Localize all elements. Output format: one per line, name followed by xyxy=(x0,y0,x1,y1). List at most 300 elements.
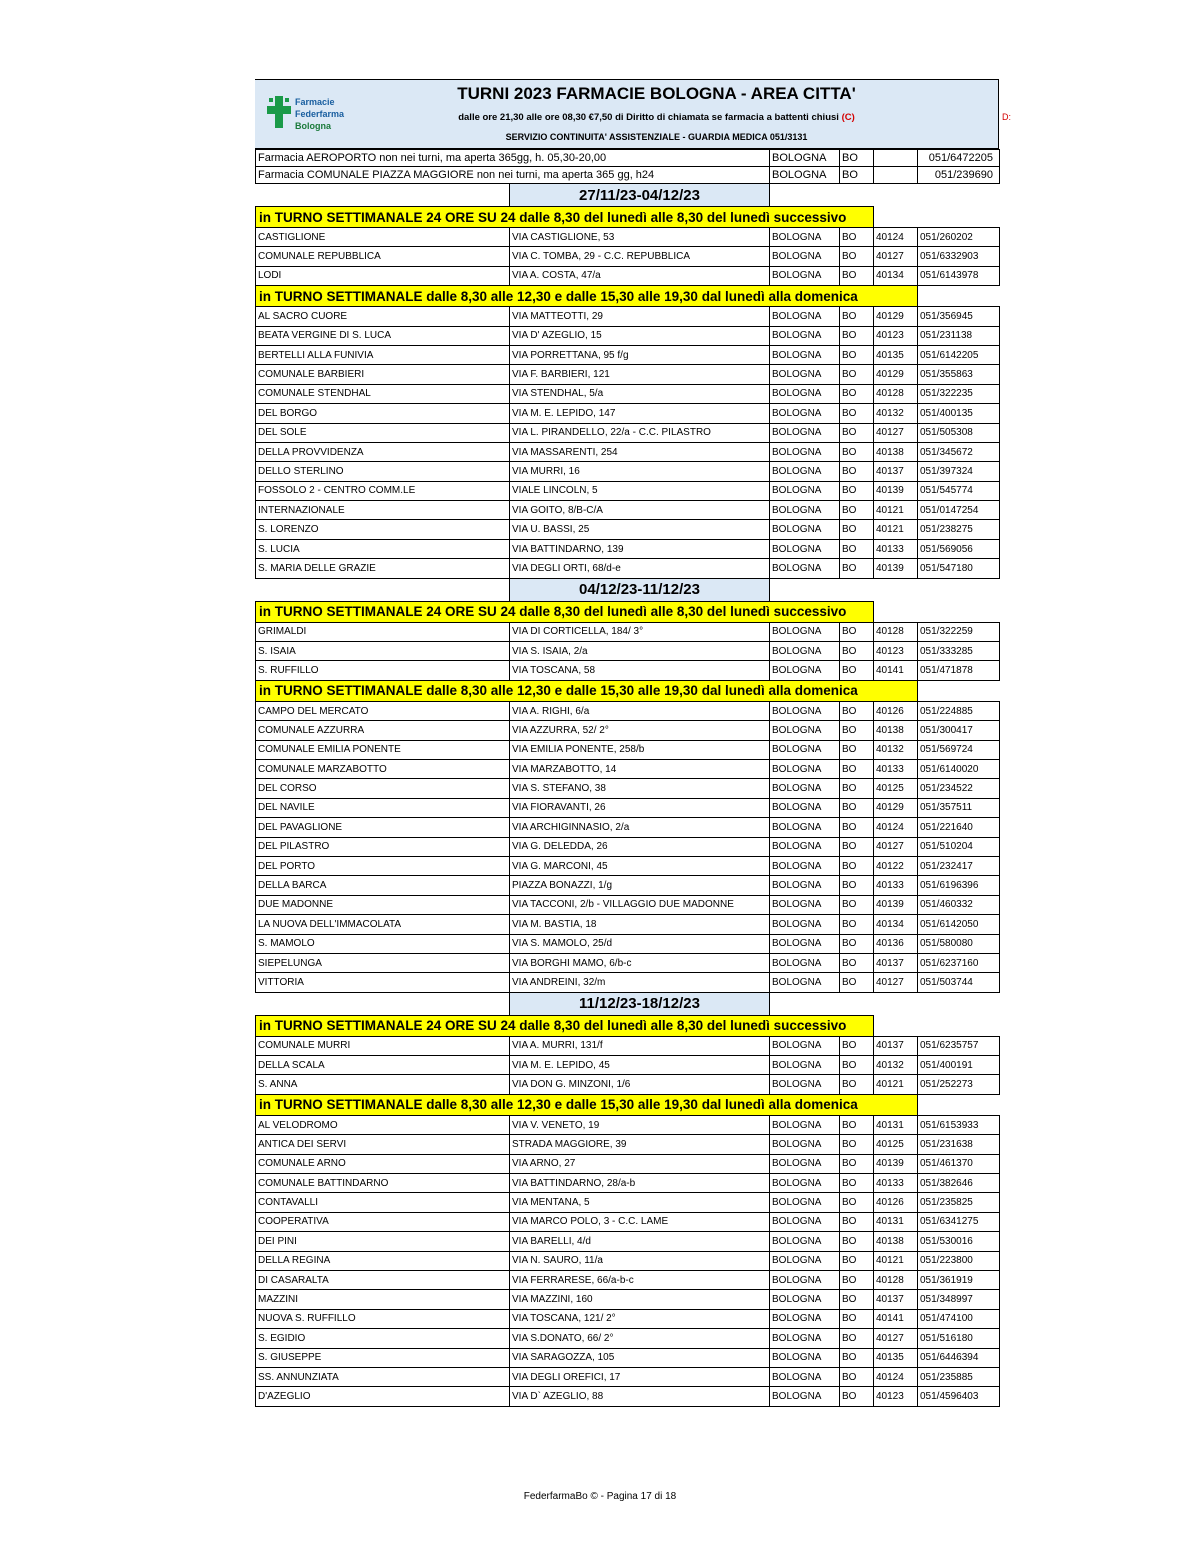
city: BOLOGNA xyxy=(770,1135,840,1154)
phone: 051/510204 xyxy=(918,837,1000,856)
pharmacy-name: LODI xyxy=(256,266,510,285)
address: VIA TACCONI, 2/b - VILLAGGIO DUE MADONNE xyxy=(510,895,770,914)
address: VIA V. VENETO, 19 xyxy=(510,1115,770,1134)
address: VIA M. E. LEPIDO, 45 xyxy=(510,1056,770,1075)
info-row xyxy=(256,150,1000,167)
city: BOLOGNA xyxy=(770,1174,840,1193)
postal-code: 40135 xyxy=(874,345,918,364)
phone: 051/232417 xyxy=(918,856,1000,875)
pharmacy-name: SIEPELUNGA xyxy=(256,953,510,972)
phone: 051/224885 xyxy=(918,701,1000,720)
city: BOLOGNA xyxy=(770,721,840,740)
address: VIA BARELLI, 4/d xyxy=(510,1232,770,1251)
pharmacy-name: COOPERATIVA xyxy=(256,1212,510,1231)
phone: 051/471878 xyxy=(918,661,1000,680)
postal-code: 40129 xyxy=(874,307,918,326)
postal-code xyxy=(874,167,918,184)
pharmacy-name: DELLO STERLINO xyxy=(256,462,510,481)
postal-code: 40141 xyxy=(874,1309,918,1328)
postal-code: 40139 xyxy=(874,895,918,914)
phone: 051/6142205 xyxy=(918,345,1000,364)
city: BOLOGNA xyxy=(770,1251,840,1270)
table-row xyxy=(256,740,1000,759)
section-day-label: in TURNO SETTIMANALE dalle 8,30 alle 12,30 e dalle 15,30 alle 19,30 dal lunedì alla domenica xyxy=(256,1094,918,1115)
province: BO xyxy=(840,520,874,539)
section-day xyxy=(256,1094,1000,1115)
table-row xyxy=(256,759,1000,778)
postal-code: 40134 xyxy=(874,915,918,934)
table-row xyxy=(256,701,1000,720)
pharmacy-name: ANTICA DEI SERVI xyxy=(256,1135,510,1154)
province: BO xyxy=(840,365,874,384)
period-label: 11/12/23-18/12/23 xyxy=(510,992,770,1015)
city: BOLOGNA xyxy=(770,326,840,345)
info-name: Farmacia COMUNALE PIAZZA MAGGIORE non nei turni, ma aperta 365 gg, h24 xyxy=(256,167,770,184)
province: BO xyxy=(840,1348,874,1367)
subtitle xyxy=(255,112,998,123)
pharmacy-name: MAZZINI xyxy=(256,1290,510,1309)
phone: 051/356945 xyxy=(918,307,1000,326)
pharmacy-name: FOSSOLO 2 - CENTRO COMM.LE xyxy=(256,481,510,500)
postal-code: 40127 xyxy=(874,973,918,992)
phone: 051/345672 xyxy=(918,442,1000,461)
city: BOLOGNA xyxy=(770,1387,840,1406)
table-row xyxy=(256,326,1000,345)
province: BO xyxy=(840,1329,874,1348)
province: BO xyxy=(840,1174,874,1193)
province: BO xyxy=(840,973,874,992)
city: BOLOGNA xyxy=(770,520,840,539)
pharmacy-name: LA NUOVA DELL'IMMACOLATA xyxy=(256,915,510,934)
pharmacy-name: CAMPO DEL MERCATO xyxy=(256,701,510,720)
province: BO xyxy=(840,1309,874,1328)
service-line: SERVIZIO CONTINUITA' ASSISTENZIALE - GUARDIA MEDICA 051/3131 xyxy=(505,132,808,142)
page-title: TURNI 2023 FARMACIE BOLOGNA - AREA CITTA' xyxy=(457,84,856,103)
info-name: Farmacia AEROPORTO non nei turni, ma aperta 365gg, h. 05,30-20,00 xyxy=(256,150,770,167)
pharmacy-name: VITTORIA xyxy=(256,973,510,992)
province: BO xyxy=(840,501,874,520)
phone: 051/505308 xyxy=(918,423,1000,442)
section-day-label: in TURNO SETTIMANALE dalle 8,30 alle 12,30 e dalle 15,30 alle 19,30 dal lunedì alla domenica xyxy=(256,286,918,307)
table-row xyxy=(256,1174,1000,1193)
section-24h xyxy=(256,207,1000,228)
address: VIA STENDHAL, 5/a xyxy=(510,384,770,403)
city: BOLOGNA xyxy=(770,1290,840,1309)
province: BO xyxy=(840,895,874,914)
pharmacy-name: DUE MADONNE xyxy=(256,895,510,914)
address: VIA MARCO POLO, 3 - C.C. LAME xyxy=(510,1212,770,1231)
postal-code: 40123 xyxy=(874,326,918,345)
phone: 051/239690 xyxy=(918,167,1000,184)
city: BOLOGNA xyxy=(770,1115,840,1134)
table-row xyxy=(256,501,1000,520)
table-row xyxy=(256,1329,1000,1348)
phone: 051/382646 xyxy=(918,1174,1000,1193)
province: BO xyxy=(840,856,874,875)
postal-code: 40126 xyxy=(874,701,918,720)
phone: 051/260202 xyxy=(918,228,1000,247)
address: VIA MAZZINI, 160 xyxy=(510,1290,770,1309)
postal-code: 40127 xyxy=(874,247,918,266)
province: BO xyxy=(840,1115,874,1134)
province: BO xyxy=(840,1387,874,1406)
pharmacy-name: COMUNALE REPUBBLICA xyxy=(256,247,510,266)
city: BOLOGNA xyxy=(770,876,840,895)
province: BO xyxy=(840,876,874,895)
pharmacy-name: S. EGIDIO xyxy=(256,1329,510,1348)
phone: 051/235825 xyxy=(918,1193,1000,1212)
postal-code: 40129 xyxy=(874,798,918,817)
phone: 051/361919 xyxy=(918,1270,1000,1289)
table-row xyxy=(256,1075,1000,1094)
phone: 051/516180 xyxy=(918,1329,1000,1348)
postal-code: 40137 xyxy=(874,1036,918,1055)
address: STRADA MAGGIORE, 39 xyxy=(510,1135,770,1154)
phone: 051/322235 xyxy=(918,384,1000,403)
postal-code xyxy=(874,150,918,167)
pharmacy-name: DEL SOLE xyxy=(256,423,510,442)
province: BO xyxy=(840,1251,874,1270)
province: BO xyxy=(840,384,874,403)
city: BOLOGNA xyxy=(770,345,840,364)
city: BOLOGNA xyxy=(770,759,840,778)
province: BO xyxy=(840,266,874,285)
city: BOLOGNA xyxy=(770,462,840,481)
province: BO xyxy=(840,1232,874,1251)
city: BOLOGNA xyxy=(770,818,840,837)
phone: 051/235885 xyxy=(918,1367,1000,1386)
postal-code: 40133 xyxy=(874,1174,918,1193)
province: BO xyxy=(840,622,874,641)
postal-code: 40121 xyxy=(874,1251,918,1270)
period-label: 27/11/23-04/12/23 xyxy=(510,184,770,207)
table-row xyxy=(256,247,1000,266)
province: BO xyxy=(840,721,874,740)
postal-code: 40123 xyxy=(874,642,918,661)
pharmacy-name: COMUNALE MURRI xyxy=(256,1036,510,1055)
table-row xyxy=(256,1036,1000,1055)
province: BO xyxy=(840,326,874,345)
table-row xyxy=(256,404,1000,423)
table-row xyxy=(256,798,1000,817)
phone: 051/547180 xyxy=(918,559,1000,578)
postal-code: 40124 xyxy=(874,228,918,247)
address: VIA A. MURRI, 131/f xyxy=(510,1036,770,1055)
pharmacy-name: S. ISAIA xyxy=(256,642,510,661)
table-row xyxy=(256,423,1000,442)
table-row xyxy=(256,642,1000,661)
address: VIA ANDREINI, 32/m xyxy=(510,973,770,992)
address: VIA A. RIGHI, 6/a xyxy=(510,701,770,720)
header-banner xyxy=(255,79,999,149)
pharmacy-name: COMUNALE MARZABOTTO xyxy=(256,759,510,778)
pharmacy-name: GRIMALDI xyxy=(256,622,510,641)
postal-code: 40138 xyxy=(874,721,918,740)
address: VIA S. MAMOLO, 25/d xyxy=(510,934,770,953)
address: VIA DI CORTICELLA, 184/ 3° xyxy=(510,622,770,641)
pharmacy-name: D'AZEGLIO xyxy=(256,1387,510,1406)
province: BO xyxy=(840,1056,874,1075)
table-row xyxy=(256,895,1000,914)
address: VIA D` AZEGLIO, 88 xyxy=(510,1387,770,1406)
city: BOLOGNA xyxy=(770,642,840,661)
city: BOLOGNA xyxy=(770,539,840,558)
address: VIA ARCHIGINNASIO, 2/a xyxy=(510,818,770,837)
phone: 051/461370 xyxy=(918,1154,1000,1173)
postal-code: 40139 xyxy=(874,559,918,578)
table-row xyxy=(256,365,1000,384)
city: BOLOGNA xyxy=(770,973,840,992)
city: BOLOGNA xyxy=(770,622,840,641)
phone: 051/223800 xyxy=(918,1251,1000,1270)
postal-code: 40125 xyxy=(874,779,918,798)
province: BO xyxy=(840,701,874,720)
phone: 051/6235757 xyxy=(918,1036,1000,1055)
table-row xyxy=(256,1251,1000,1270)
province: BO xyxy=(840,1290,874,1309)
pharmacy-name: DEL PAVAGLIONE xyxy=(256,818,510,837)
logo-line-2: Federfarma xyxy=(295,109,345,119)
section-24h xyxy=(256,601,1000,622)
pharmacy-name: CASTIGLIONE xyxy=(256,228,510,247)
table-row xyxy=(256,481,1000,500)
section-24h-label: in TURNO SETTIMANALE 24 ORE SU 24 dalle 8,30 del lunedì alle 8,30 del lunedì successivo xyxy=(256,601,874,622)
phone: 051/530016 xyxy=(918,1232,1000,1251)
postal-code: 40131 xyxy=(874,1212,918,1231)
table-row xyxy=(256,1212,1000,1231)
city: BOLOGNA xyxy=(770,481,840,500)
pharmacy-name: DEL PILASTRO xyxy=(256,837,510,856)
postal-code: 40136 xyxy=(874,934,918,953)
city: BOLOGNA xyxy=(770,404,840,423)
city: BOLOGNA xyxy=(770,661,840,680)
postal-code: 40121 xyxy=(874,1075,918,1094)
postal-code: 40127 xyxy=(874,1329,918,1348)
postal-code: 40122 xyxy=(874,856,918,875)
province: BO xyxy=(840,539,874,558)
city: BOLOGNA xyxy=(770,798,840,817)
city: BOLOGNA xyxy=(770,1212,840,1231)
postal-code: 40128 xyxy=(874,384,918,403)
postal-code: 40138 xyxy=(874,442,918,461)
address: VIA FIORAVANTI, 26 xyxy=(510,798,770,817)
province: BO xyxy=(840,818,874,837)
province: BO xyxy=(840,1270,874,1289)
pharmacy-name: DELLA BARCA xyxy=(256,876,510,895)
page-footer: FederfarmaBo © - Pagina 17 di 18 xyxy=(523,1491,677,1502)
postal-code: 40127 xyxy=(874,837,918,856)
address: VIA DEGLI OREFICI, 17 xyxy=(510,1367,770,1386)
pharmacy-name: SS. ANNUNZIATA xyxy=(256,1367,510,1386)
province: BO xyxy=(840,345,874,364)
table-row xyxy=(256,559,1000,578)
table-row xyxy=(256,345,1000,364)
city: BOLOGNA xyxy=(770,1367,840,1386)
postal-code: 40139 xyxy=(874,1154,918,1173)
postal-code: 40121 xyxy=(874,501,918,520)
address: VIA M. E. LEPIDO, 147 xyxy=(510,404,770,423)
postal-code: 40132 xyxy=(874,404,918,423)
phone: 051/400135 xyxy=(918,404,1000,423)
phone: 051/231138 xyxy=(918,326,1000,345)
table-row xyxy=(256,442,1000,461)
address: VIA M. BASTIA, 18 xyxy=(510,915,770,934)
city: BOLOGNA xyxy=(770,1193,840,1212)
province: BO xyxy=(840,740,874,759)
province: BO xyxy=(840,423,874,442)
pharmacy-name: BEATA VERGINE DI S. LUCA xyxy=(256,326,510,345)
pharmacy-name: S. LUCIA xyxy=(256,539,510,558)
province: BO xyxy=(840,1075,874,1094)
city: BOLOGNA xyxy=(770,501,840,520)
pharmacy-name: DEL NAVILE xyxy=(256,798,510,817)
postal-code: 40133 xyxy=(874,759,918,778)
province: BO xyxy=(840,247,874,266)
table-row xyxy=(256,856,1000,875)
table-row xyxy=(256,1387,1000,1406)
address: VIA MARZABOTTO, 14 xyxy=(510,759,770,778)
city: BOLOGNA xyxy=(770,150,840,167)
phone: 051/545774 xyxy=(918,481,1000,500)
table-row xyxy=(256,973,1000,992)
province: BO xyxy=(840,462,874,481)
address: VIA A. COSTA, 47/a xyxy=(510,266,770,285)
province: BO xyxy=(840,1135,874,1154)
city: BOLOGNA xyxy=(770,228,840,247)
table-row xyxy=(256,1348,1000,1367)
phone: 051/231638 xyxy=(918,1135,1000,1154)
postal-code: 40124 xyxy=(874,1367,918,1386)
table-row xyxy=(256,1232,1000,1251)
pharmacy-name: S. RUFFILLO xyxy=(256,661,510,680)
table-row xyxy=(256,915,1000,934)
address: VIA DEGLI ORTI, 68/d-e xyxy=(510,559,770,578)
pharmacy-name: INTERNAZIONALE xyxy=(256,501,510,520)
address: VIA G. MARCONI, 45 xyxy=(510,856,770,875)
phone: 051/238275 xyxy=(918,520,1000,539)
pharmacy-name: DEL BORGO xyxy=(256,404,510,423)
table-row xyxy=(256,1270,1000,1289)
table-row xyxy=(256,1309,1000,1328)
period-row xyxy=(256,992,1000,1015)
province: BO xyxy=(840,559,874,578)
postal-code: 40124 xyxy=(874,818,918,837)
province: BO xyxy=(840,661,874,680)
phone: 051/6153933 xyxy=(918,1115,1000,1134)
pharmacy-name: DEL CORSO xyxy=(256,779,510,798)
city: BOLOGNA xyxy=(770,1309,840,1328)
address: VIA EMILIA PONENTE, 258/b xyxy=(510,740,770,759)
city: BOLOGNA xyxy=(770,1036,840,1055)
pharmacy-name: S. ANNA xyxy=(256,1075,510,1094)
phone: 051/6140020 xyxy=(918,759,1000,778)
postal-code: 40125 xyxy=(874,1135,918,1154)
address: VIA GOITO, 8/B-C/A xyxy=(510,501,770,520)
postal-code: 40132 xyxy=(874,1056,918,1075)
phone: 051/474100 xyxy=(918,1309,1000,1328)
city: BOLOGNA xyxy=(770,307,840,326)
logo-line-3: Bologna xyxy=(295,121,331,131)
phone: 051/6237160 xyxy=(918,953,1000,972)
address: VIA F. BARBIERI, 121 xyxy=(510,365,770,384)
table-row xyxy=(256,266,1000,285)
city: BOLOGNA xyxy=(770,953,840,972)
table-row xyxy=(256,1367,1000,1386)
address: VIA SARAGOZZA, 105 xyxy=(510,1348,770,1367)
postal-code: 40139 xyxy=(874,481,918,500)
pharmacy-name: COMUNALE BATTINDARNO xyxy=(256,1174,510,1193)
province: BO xyxy=(840,404,874,423)
city: BOLOGNA xyxy=(770,1348,840,1367)
address: VIA MASSARENTI, 254 xyxy=(510,442,770,461)
pharmacy-name: S. GIUSEPPE xyxy=(256,1348,510,1367)
postal-code: 40137 xyxy=(874,462,918,481)
city: BOLOGNA xyxy=(770,442,840,461)
phone: 051/322259 xyxy=(918,622,1000,641)
province: BO xyxy=(840,1193,874,1212)
province: BO xyxy=(840,642,874,661)
postal-code: 40121 xyxy=(874,520,918,539)
address: VIA S. STEFANO, 38 xyxy=(510,779,770,798)
city: BOLOGNA xyxy=(770,837,840,856)
phone: 051/6332903 xyxy=(918,247,1000,266)
postal-code: 40135 xyxy=(874,1348,918,1367)
address: PIAZZA BONAZZI, 1/g xyxy=(510,876,770,895)
city: BOLOGNA xyxy=(770,423,840,442)
city: BOLOGNA xyxy=(770,559,840,578)
phone: 051/348997 xyxy=(918,1290,1000,1309)
address: VIA TOSCANA, 121/ 2° xyxy=(510,1309,770,1328)
city: BOLOGNA xyxy=(770,1329,840,1348)
pharmacy-name: AL SACRO CUORE xyxy=(256,307,510,326)
phone: 051/397324 xyxy=(918,462,1000,481)
address: VIA N. SAURO, 11/a xyxy=(510,1251,770,1270)
pharmacy-name: COMUNALE ARNO xyxy=(256,1154,510,1173)
info-row xyxy=(256,167,1000,184)
city: BOLOGNA xyxy=(770,1270,840,1289)
province: BO xyxy=(840,228,874,247)
postal-code: 40132 xyxy=(874,740,918,759)
phone: 051/0147254 xyxy=(918,501,1000,520)
postal-code: 40123 xyxy=(874,1387,918,1406)
table-row xyxy=(256,779,1000,798)
table-row xyxy=(256,953,1000,972)
table-row xyxy=(256,1193,1000,1212)
subtitle-mark: (C) xyxy=(841,112,855,123)
phone: 051/6472205 xyxy=(918,150,1000,167)
table-row xyxy=(256,876,1000,895)
phone: 051/569056 xyxy=(918,539,1000,558)
postal-code: 40137 xyxy=(874,953,918,972)
pharmacy-name: COMUNALE STENDHAL xyxy=(256,384,510,403)
province: BO xyxy=(840,1367,874,1386)
province: BO xyxy=(840,759,874,778)
address: VIA MENTANA, 5 xyxy=(510,1193,770,1212)
pharmacy-name: COMUNALE BARBIERI xyxy=(256,365,510,384)
section-day-label: in TURNO SETTIMANALE dalle 8,30 alle 12,30 e dalle 15,30 alle 19,30 dal lunedì alla domenica xyxy=(256,680,918,701)
address: VIA MURRI, 16 xyxy=(510,462,770,481)
postal-code: 40134 xyxy=(874,266,918,285)
pharmacy-name: AL VELODROMO xyxy=(256,1115,510,1134)
phone: 051/221640 xyxy=(918,818,1000,837)
postal-code: 40138 xyxy=(874,1232,918,1251)
pharmacy-name: DI CASARALTA xyxy=(256,1270,510,1289)
postal-code: 40131 xyxy=(874,1115,918,1134)
logo-line-1: Farmacie xyxy=(295,97,335,107)
table-row xyxy=(256,307,1000,326)
city: BOLOGNA xyxy=(770,934,840,953)
period-row xyxy=(256,184,1000,207)
